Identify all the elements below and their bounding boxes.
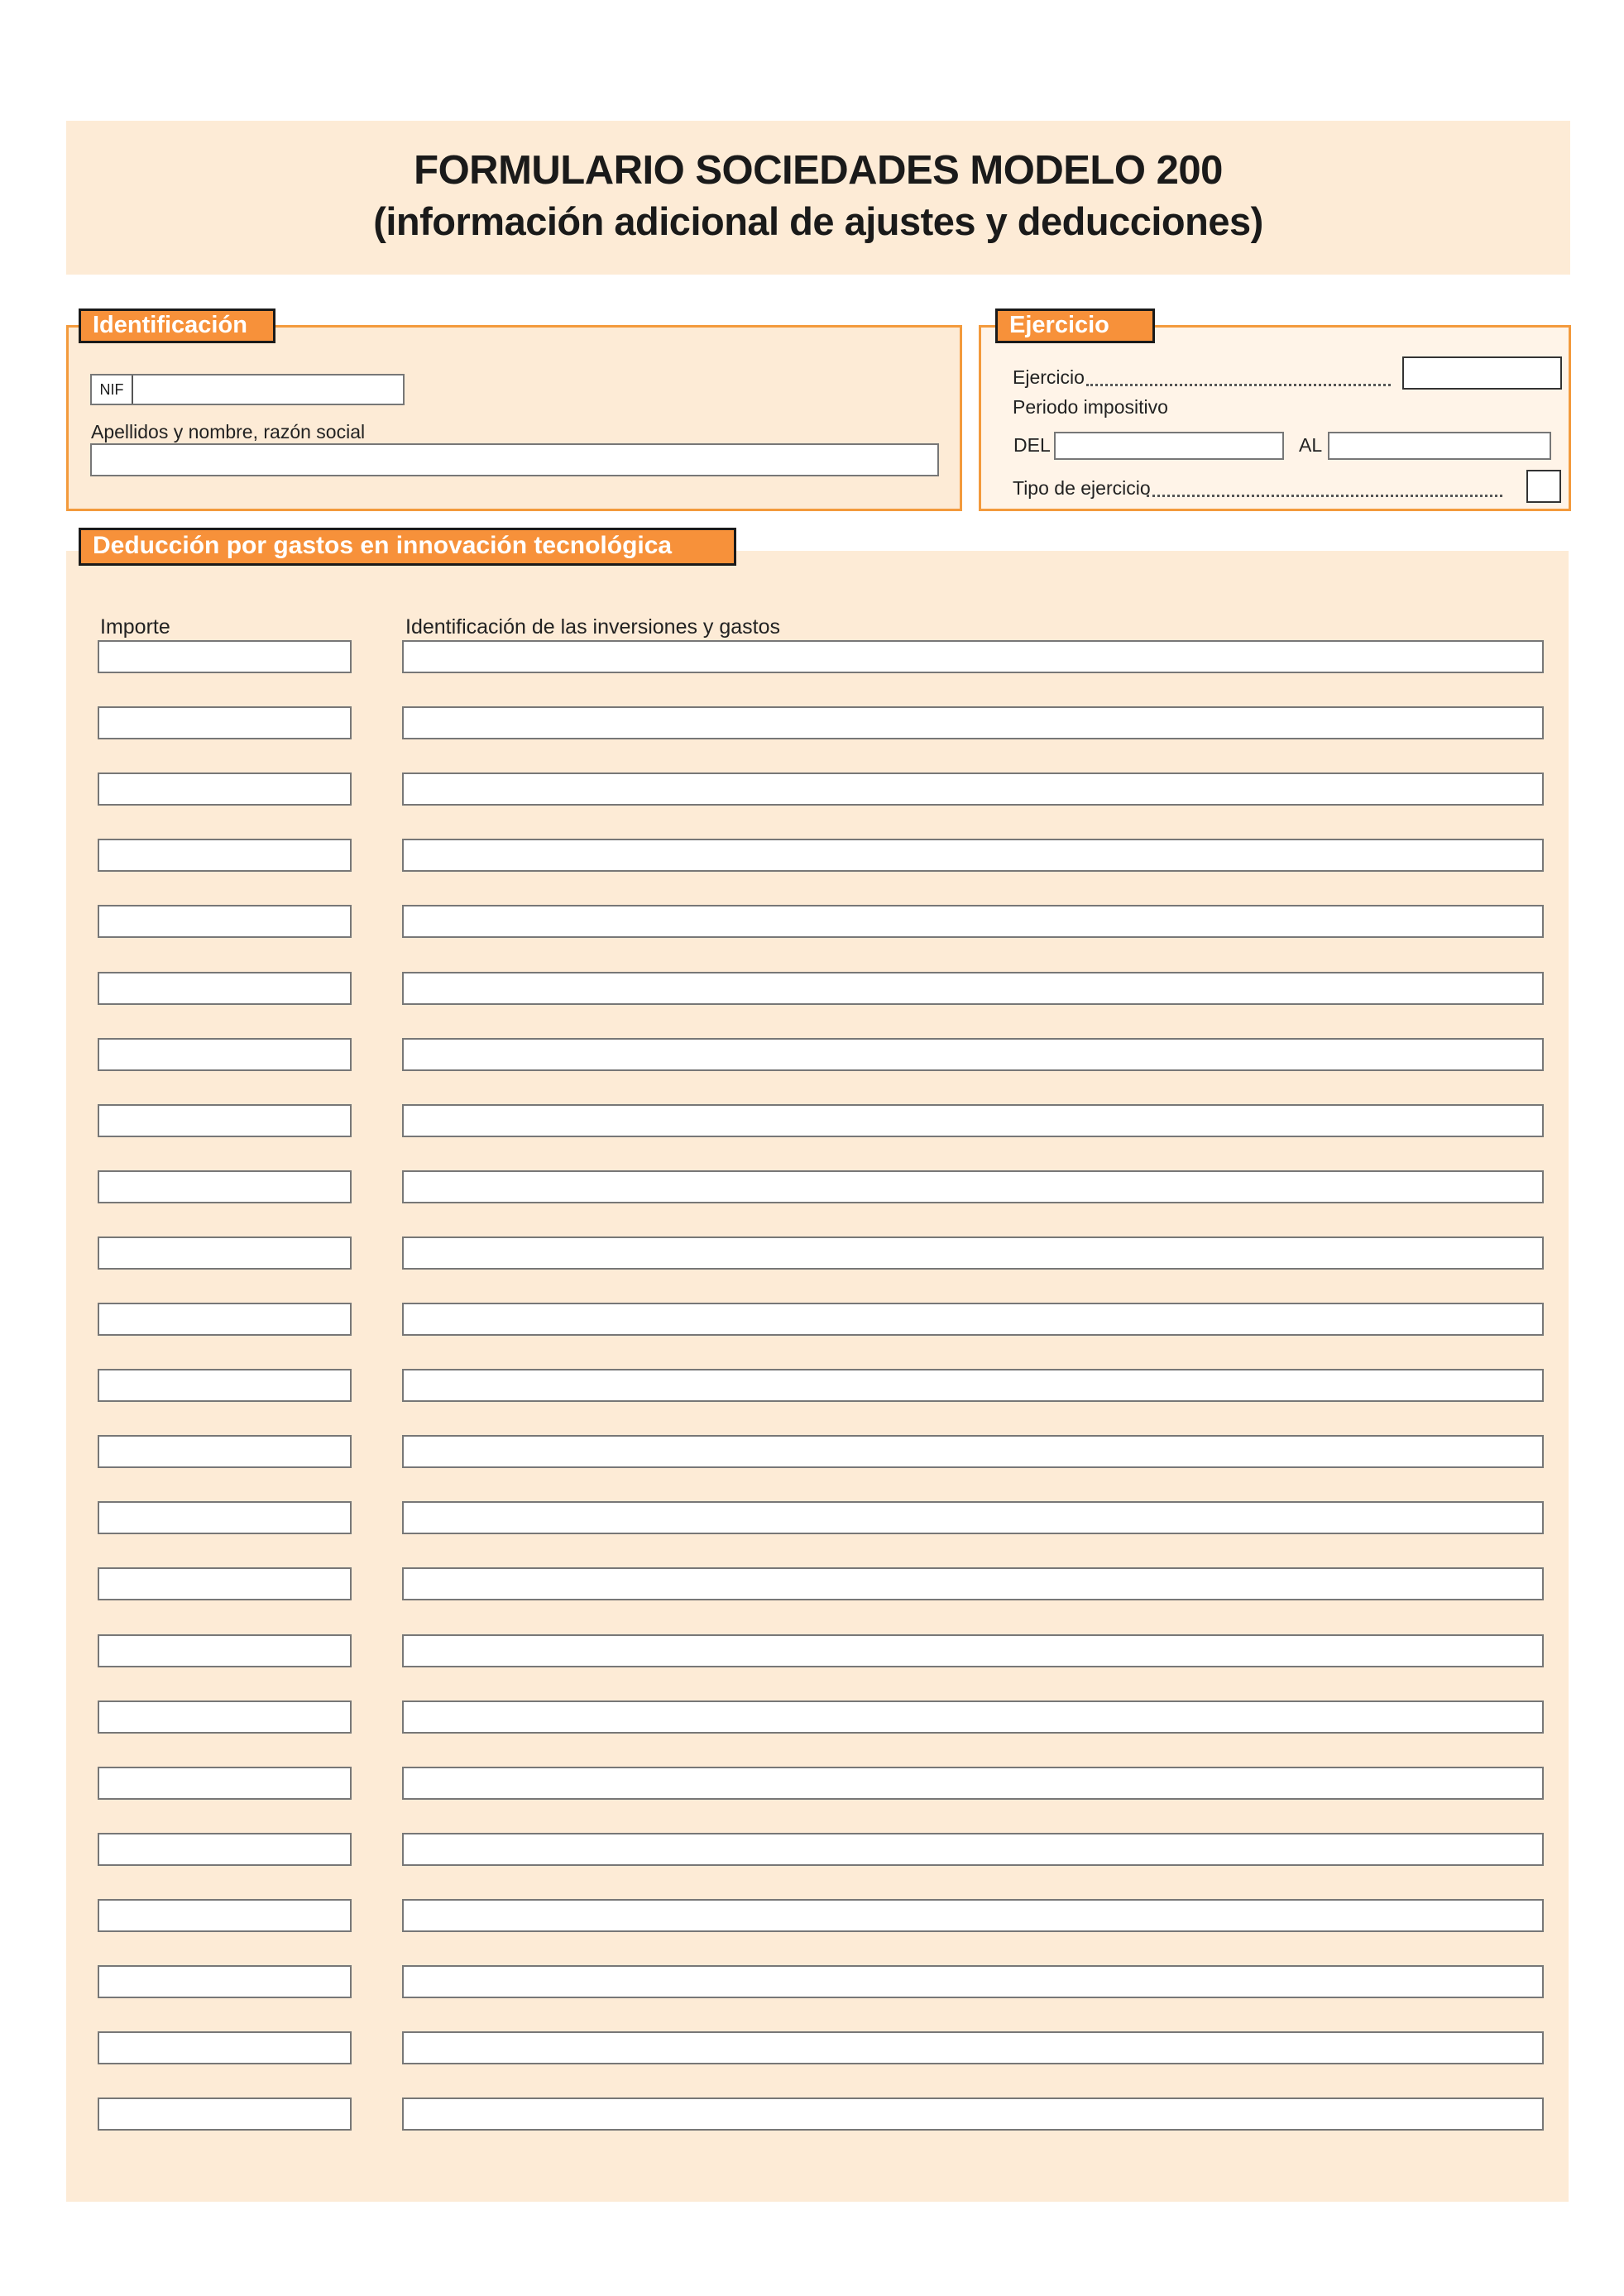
importe-field[interactable] [98, 2031, 352, 2064]
importe-field[interactable] [98, 1501, 352, 1534]
importe-column-header: Importe [100, 615, 170, 639]
identificacion-field[interactable] [402, 905, 1544, 938]
ejercicio-leader-dots [1086, 384, 1391, 386]
form-subtitle: (información adicional de ajustes y deducciones) [373, 199, 1263, 243]
periodo-label: Periodo impositivo [1013, 396, 1168, 418]
identificacion-field[interactable] [402, 1435, 1544, 1468]
identificacion-field[interactable] [402, 2031, 1544, 2064]
identificacion-field[interactable] [402, 1038, 1544, 1071]
identificacion-field[interactable] [402, 2097, 1544, 2131]
identificacion-panel [66, 325, 962, 511]
importe-field[interactable] [98, 839, 352, 872]
importe-field[interactable] [98, 1038, 352, 1071]
nif-field[interactable] [90, 374, 405, 405]
importe-field[interactable] [98, 640, 352, 673]
importe-field[interactable] [98, 1833, 352, 1866]
tipo-label: Tipo de ejercicio [1013, 477, 1151, 499]
del-label: DEL [1013, 434, 1051, 456]
al-label: AL [1299, 434, 1323, 456]
importe-field[interactable] [98, 1435, 352, 1468]
importe-field[interactable] [98, 1767, 352, 1800]
importe-field[interactable] [98, 706, 352, 739]
ejercicio-tab: Ejercicio [995, 309, 1155, 343]
tipo-field[interactable] [1526, 470, 1561, 503]
nif-label: NIF [92, 375, 133, 404]
ejercicio-field[interactable] [1402, 356, 1562, 390]
identificacion-field[interactable] [402, 972, 1544, 1005]
name-label: Apellidos y nombre, razón social [91, 421, 366, 442]
importe-field[interactable] [98, 773, 352, 806]
identificacion-field[interactable] [402, 1567, 1544, 1600]
identificacion-field[interactable] [402, 1833, 1544, 1866]
identificacion-field[interactable] [402, 1965, 1544, 1998]
identificacion-field[interactable] [402, 1369, 1544, 1402]
importe-field[interactable] [98, 905, 352, 938]
identificacion-field[interactable] [402, 1303, 1544, 1336]
identificacion-field[interactable] [402, 706, 1544, 739]
identificacion-field[interactable] [402, 839, 1544, 872]
importe-field[interactable] [98, 1170, 352, 1203]
identificacion-field[interactable] [402, 1634, 1544, 1667]
ejercicio-label: Ejercicio [1013, 366, 1085, 388]
importe-field[interactable] [98, 1567, 352, 1600]
name-field[interactable] [90, 443, 939, 476]
importe-field[interactable] [98, 1700, 352, 1734]
tipo-leader-dots [1147, 495, 1502, 497]
importe-field[interactable] [98, 1236, 352, 1270]
importe-field[interactable] [98, 2097, 352, 2131]
identificacion-field[interactable] [402, 1700, 1544, 1734]
identificacion-field[interactable] [402, 1501, 1544, 1534]
identificacion-field[interactable] [402, 640, 1544, 673]
identificacion-field[interactable] [402, 1236, 1544, 1270]
importe-field[interactable] [98, 1303, 352, 1336]
identificacion-field[interactable] [402, 1767, 1544, 1800]
identificacion-field[interactable] [402, 1899, 1544, 1932]
del-date-field[interactable] [1054, 432, 1284, 460]
identificacion-field[interactable] [402, 1170, 1544, 1203]
deduccion-tab: Deducción por gastos en innovación tecnológica [79, 528, 736, 566]
identificacion-field[interactable] [402, 773, 1544, 806]
form-title: FORMULARIO SOCIEDADES MODELO 200 [414, 148, 1223, 193]
identificacion-field[interactable] [402, 1104, 1544, 1137]
importe-field[interactable] [98, 972, 352, 1005]
al-date-field[interactable] [1328, 432, 1551, 460]
importe-field[interactable] [98, 1965, 352, 1998]
form-header [66, 121, 1570, 275]
importe-field[interactable] [98, 1369, 352, 1402]
identificacion-column-header: Identificación de las inversiones y gastos [405, 615, 781, 639]
importe-field[interactable] [98, 1634, 352, 1667]
importe-field[interactable] [98, 1104, 352, 1137]
importe-field[interactable] [98, 1899, 352, 1932]
identificacion-tab: Identificación [79, 309, 275, 343]
